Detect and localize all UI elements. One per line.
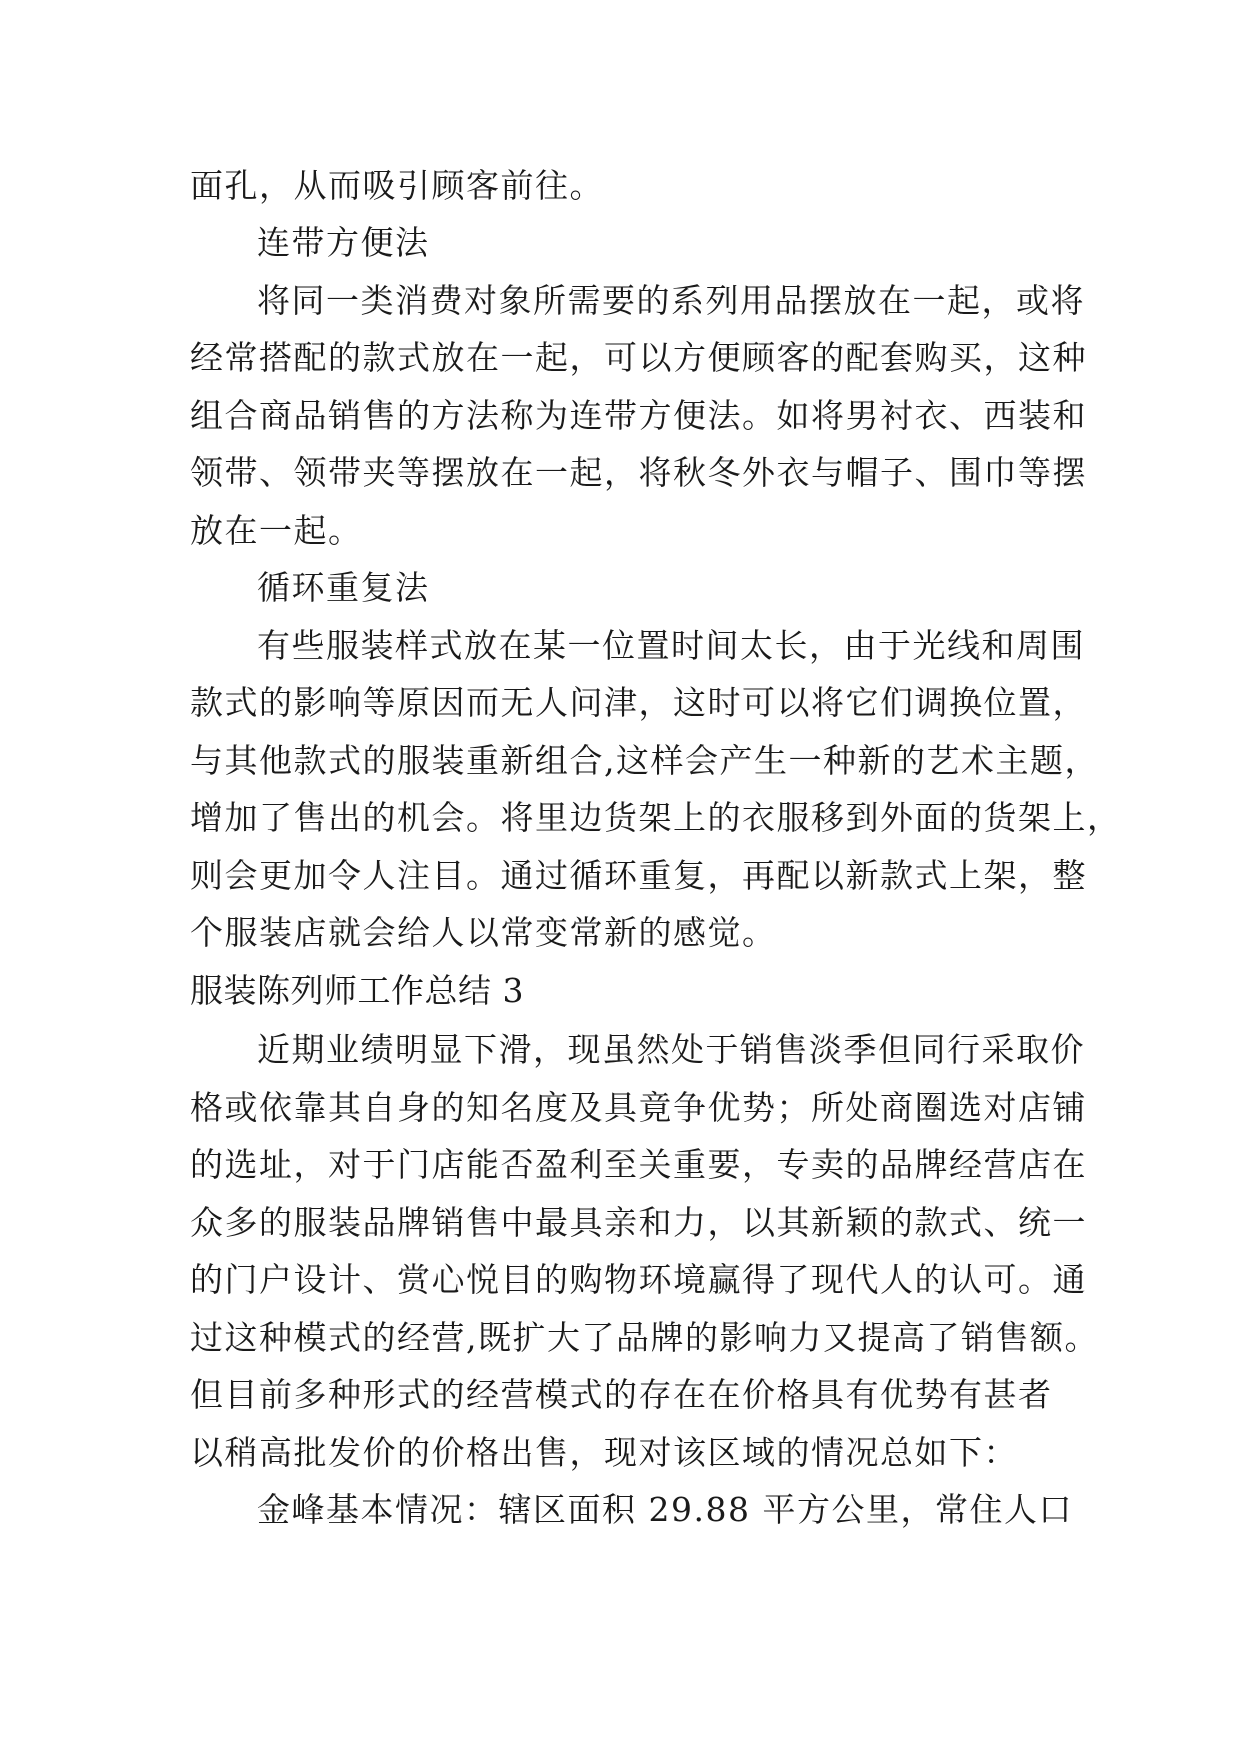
- paragraph-line: 增加了售出的机会。将里边货架上的衣服移到外面的货架上，: [190, 798, 1122, 837]
- document-title: 服装陈列师工作总结 3: [190, 971, 524, 1010]
- paragraph-line: 的门户设计、赏心悦目的购物环境赢得了现代人的认可。通: [190, 1260, 1087, 1299]
- section-heading: 循环重复法: [257, 568, 430, 607]
- paragraph-line: 但目前多种形式的经营模式的存在在价格具有优势有甚者: [190, 1375, 1053, 1414]
- paragraph-line: 面孔，从而吸引顾客前往。: [190, 166, 604, 205]
- paragraph-line: 组合商品销售的方法称为连带方便法。如将男衬衣、西装和: [190, 396, 1087, 435]
- paragraph-line: 则会更加令人注目。通过循环重复，再配以新款式上架，整: [190, 856, 1087, 895]
- paragraph-line: 众多的服装品牌销售中最具亲和力，以其新颖的款式、统一: [190, 1203, 1087, 1242]
- paragraph-line: 将同一类消费对象所需要的系列用品摆放在一起，或将: [257, 281, 1085, 320]
- paragraph-line: 经常搭配的款式放在一起，可以方便顾客的配套购买，这种: [190, 338, 1087, 377]
- paragraph-line: 有些服装样式放在某一位置时间太长，由于光线和周围: [257, 626, 1085, 665]
- section-heading: 连带方便法: [257, 223, 430, 262]
- paragraph-line: 领带、领带夹等摆放在一起，将秋冬外衣与帽子、围巾等摆: [190, 453, 1087, 492]
- paragraph-line: 近期业绩明显下滑，现虽然处于销售淡季但同行采取价: [257, 1030, 1085, 1069]
- paragraph-line: 过这种模式的经营,既扩大了品牌的影响力又提高了销售额。: [190, 1318, 1099, 1357]
- paragraph-line: 金峰基本情况：辖区面积 29.88 平方公里，常住人口: [257, 1490, 1073, 1529]
- paragraph-line: 的选址，对于门店能否盈利至关重要，专卖的品牌经营店在: [190, 1145, 1087, 1184]
- paragraph-line: 格或依靠其自身的知名度及具竟争优势；所处商圈选对店铺: [190, 1088, 1087, 1127]
- paragraph-line: 与其他款式的服装重新组合,这样会产生一种新的艺术主题，: [190, 741, 1099, 780]
- paragraph-line: 个服装店就会给人以常变常新的感觉。: [190, 913, 777, 952]
- paragraph-line: 款式的影响等原因而无人问津，这时可以将它们调换位置，: [190, 683, 1087, 722]
- paragraph-line: 放在一起。: [190, 511, 363, 550]
- paragraph-line: 以稍高批发价的价格出售，现对该区域的情况总如下：: [190, 1433, 1018, 1472]
